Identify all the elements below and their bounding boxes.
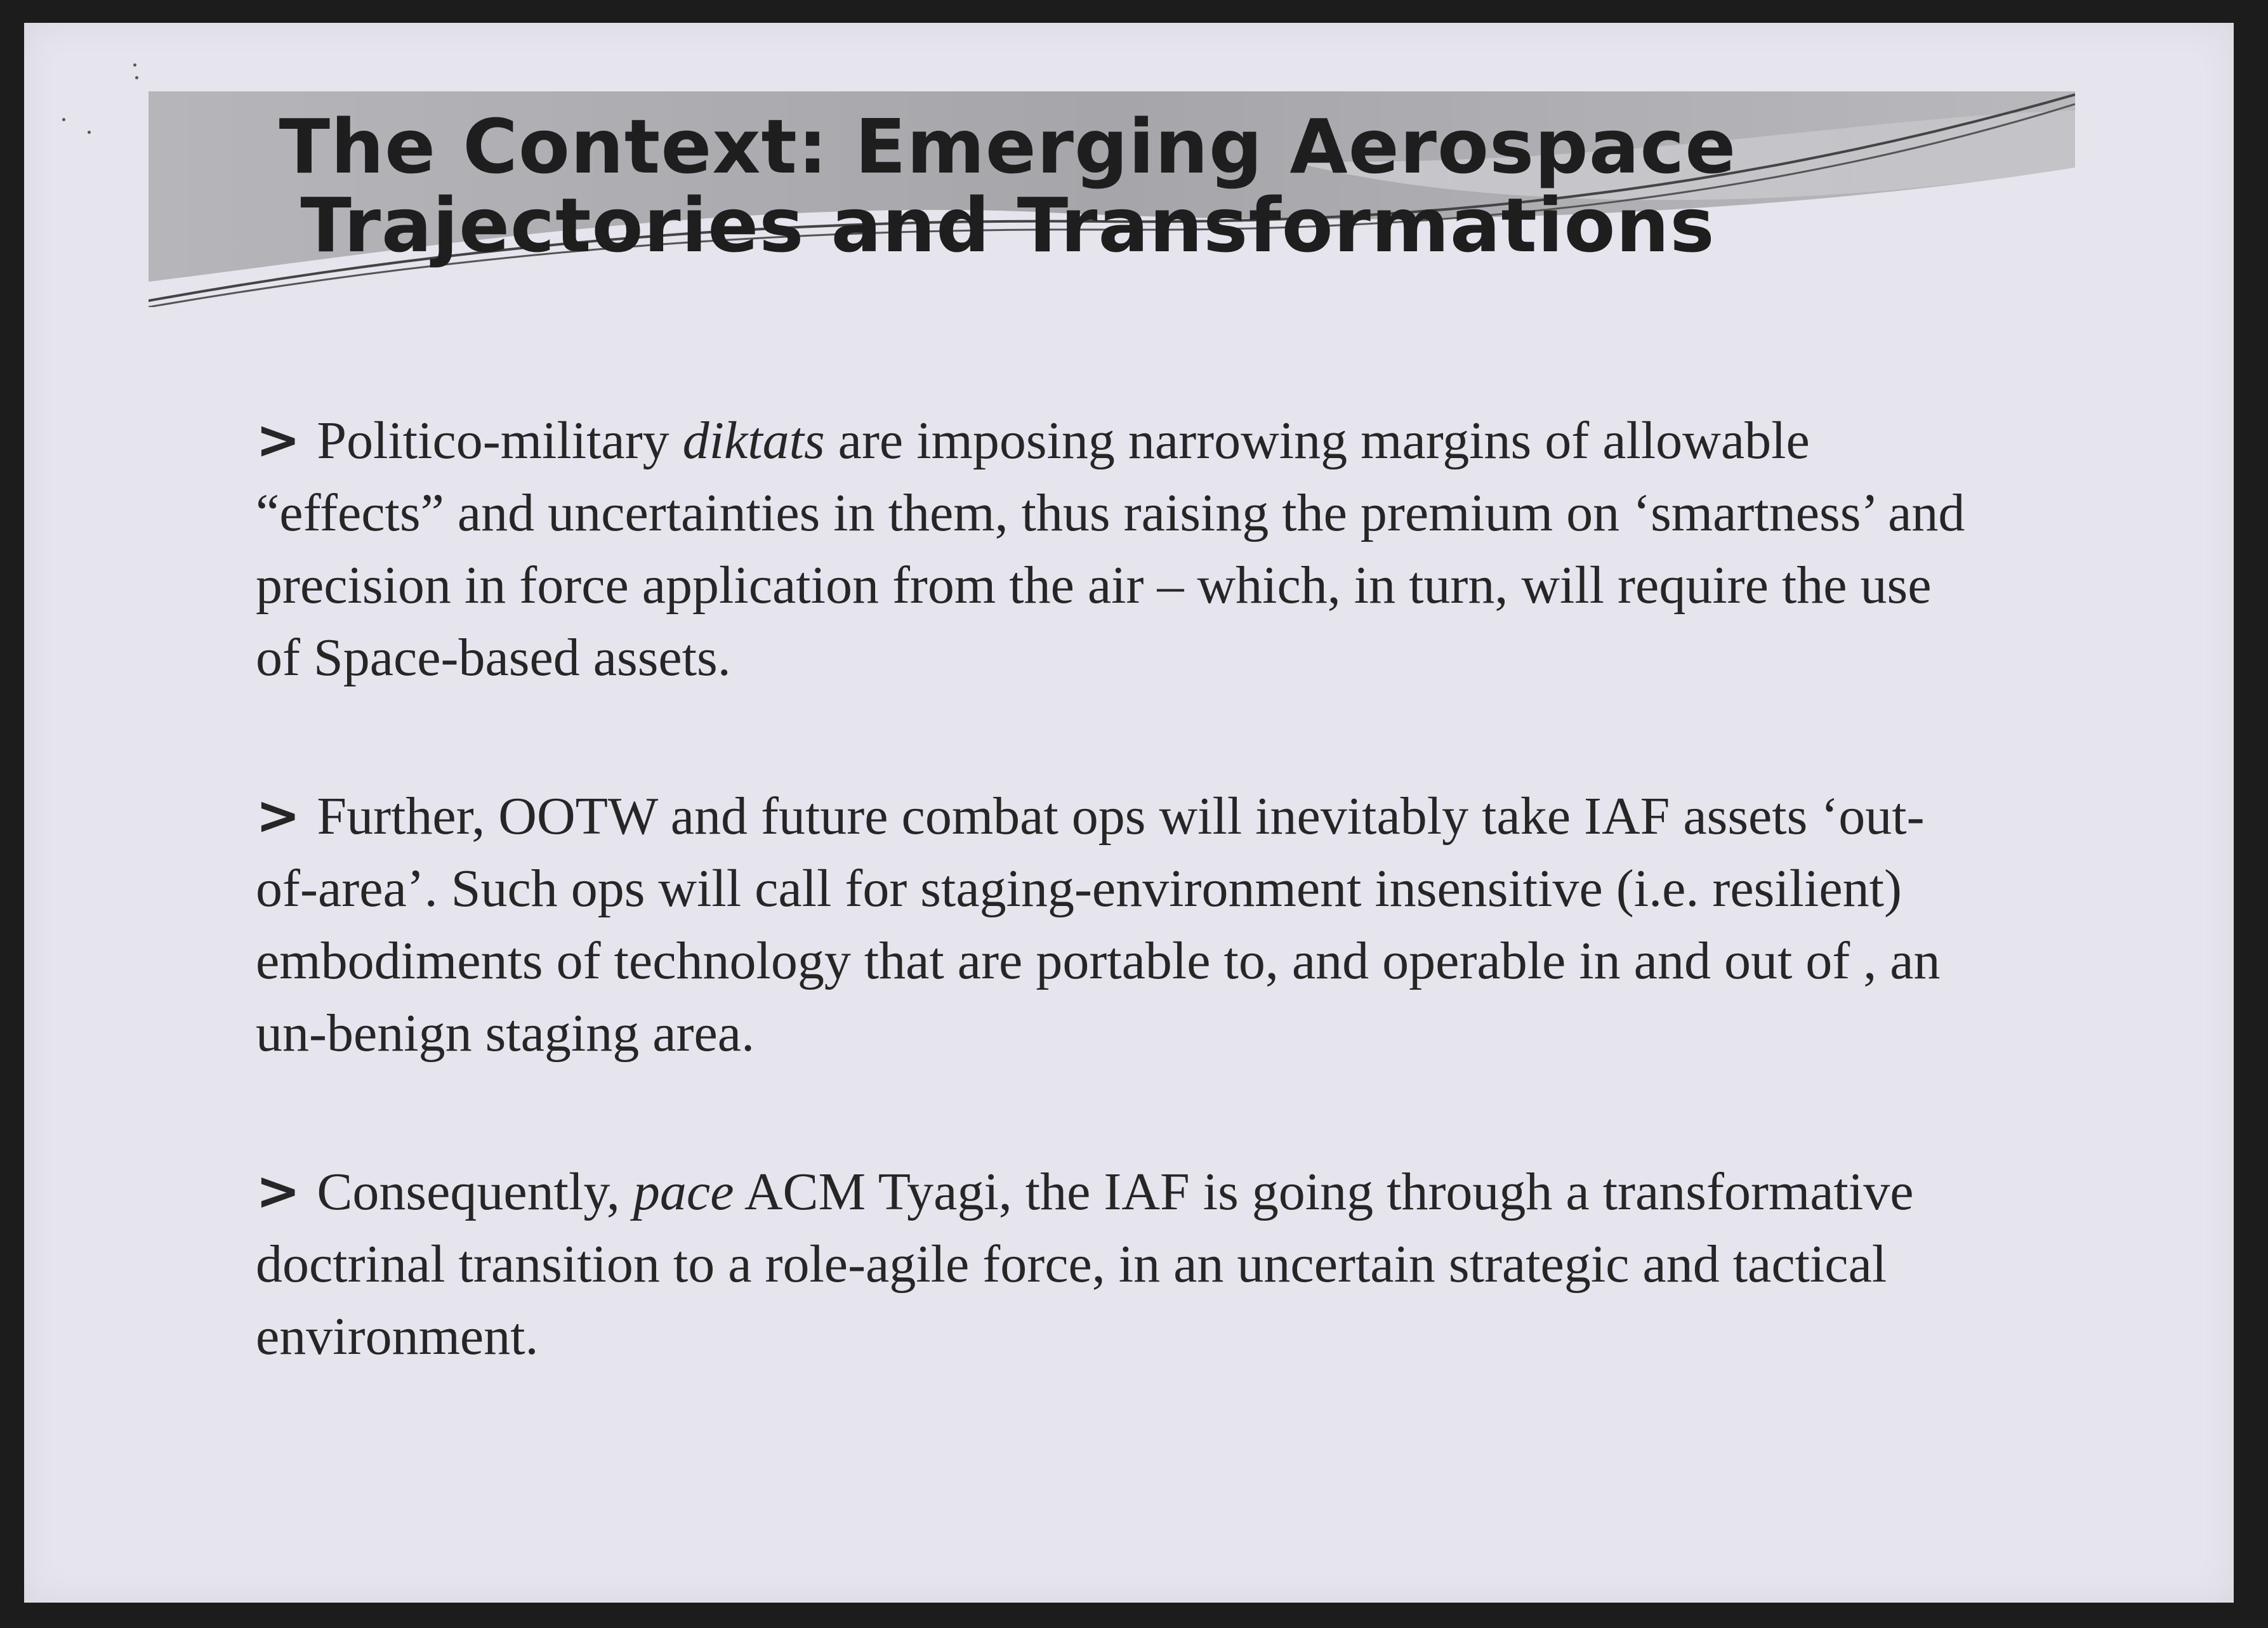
bullet-text: Politico-military [317, 411, 683, 470]
paper-speck [133, 63, 136, 67]
slide-title [24, 103, 1991, 269]
bullet-arrow-icon: > [256, 784, 301, 846]
bullet-text: Further, OOTW and future combat ops will inevitably take IAF assets ‘out-of-area’. Such ops will call for staging-environment insensitive (i.e. resilient) embodiments of technology that are portable to, and operable in and out of , an un-benign staging area. [256, 787, 1941, 1063]
paper-speck [135, 76, 138, 79]
paper-speck [62, 118, 65, 121]
bullet-item [256, 779, 1969, 1070]
bullet-arrow-icon: > [256, 409, 301, 471]
bullet-emphasis: pace [633, 1162, 734, 1221]
bullet-arrow-icon: > [256, 1160, 301, 1222]
title-line-1: The Context: Emerging Aerospace [279, 103, 1737, 190]
slide-printout [24, 23, 2234, 1603]
bullet-list [256, 404, 1969, 1458]
paper-speck [88, 131, 91, 134]
bullet-text: are imposing narrowing margins of allowable “effects” and uncertainties in them, thus raising the premium on ‘smartness’ and precision in force application from the air – which, in turn, will require the use of Space-based assets. [256, 411, 1965, 687]
title-line-2: Trajectories and Transformations [300, 181, 1715, 269]
bullet-text: ACM Tyagi, the IAF is going through a transformative doctrinal transition to a role-agile force, in an uncertain strategic and tactical environment. [256, 1162, 1914, 1366]
bullet-text: Consequently, [317, 1162, 633, 1221]
bullet-emphasis: diktats [682, 411, 825, 470]
bullet-item [256, 1155, 1969, 1373]
bullet-item [256, 404, 1969, 694]
